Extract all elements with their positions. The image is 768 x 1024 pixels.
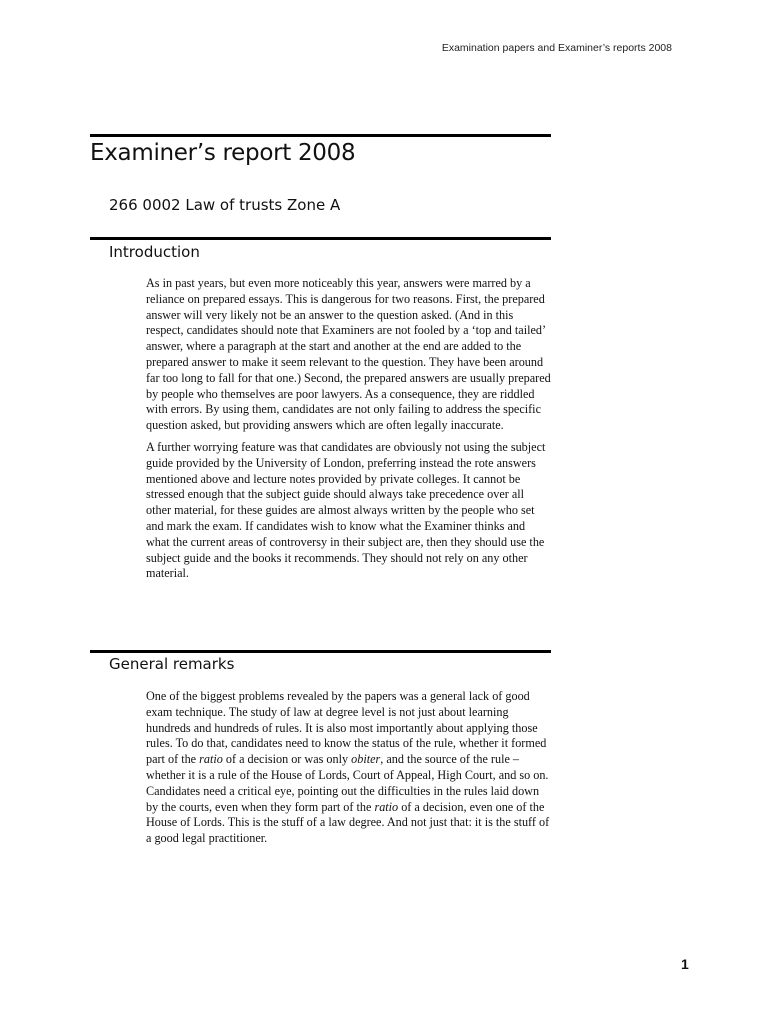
- text-segment: , and the source of the rule – whether it is a rule of the House of Lords, Court of Appeal, High Court, and so on. Candidates need a critical eye, pointing out the difficulties in the rules laid down by the courts, even when they form part of the: [146, 752, 549, 814]
- text-segment: of a decision, even one of the House of Lords. This is the stuff of a law degree. And not just that: it is the stuff of a good legal practitioner.: [146, 799, 550, 846]
- text-segment: One of the biggest problems revealed by the papers was a general lack of good exam technique. The study of law at degree level is not just about learning hundreds and hundreds of rules. It is also most importantly about applying those rules. To do that, candidates need to know the status of the rule, whether it formed part of the: [146, 689, 547, 767]
- obiter-term: obiter: [351, 752, 381, 767]
- introduction-body: [146, 276, 551, 588]
- course-title: 266 0002 Law of trusts Zone A: [109, 196, 341, 214]
- text-segment: of a decision or was only: [222, 752, 352, 767]
- page-title: Examiner’s report 2008: [90, 140, 356, 166]
- introduction-paragraph-1: As in past years, but even more noticeably this year, answers were marred by a reliance on prepared essays. This is dangerous for two reasons. First, the prepared answer will very likely not be an answer to the question asked. (And in this respect, candidates should note that Examiners are not fooled by a ‘top and tailed’ answer, where a paragraph at the start and another at the end are added to the prepared answer to make it seem relevant to the question. They have been around far too long to fall for that one.) Second, the prepared answers are usually prepared by people who themselves are poor lawyers. As a consequence, they are riddled with errors. By using them, candidates are not only failing to address the specific question asked, but providing answers which are often legally inaccurate.: [146, 276, 551, 433]
- general-remarks-heading: General remarks: [109, 655, 235, 673]
- ratio-term: ratio: [199, 752, 223, 767]
- general-remarks-rule: [90, 650, 551, 653]
- ratio-term: ratio: [374, 799, 399, 814]
- introduction-heading: Introduction: [109, 243, 200, 261]
- running-header: Examination papers and Examiner’s reports 2008: [441, 42, 672, 54]
- introduction-rule: [90, 237, 551, 240]
- page-number: 1: [681, 956, 689, 972]
- introduction-paragraph-2: A further worrying feature was that candidates are obviously not using the subject guide provided by the University of London, preferring instead the rote answers mentioned above and lecture notes provided by private colleges. It cannot be stressed enough that the subject guide should always take precedence over all other material, for these guides are almost always written by the people who set and mark the exam. If candidates wish to know what the Examiner thinks and what the current areas of controversy in their subject are, then they should use the subject guide and the books it recommends. They should not rely on any other material.: [146, 439, 546, 581]
- title-rule: [90, 134, 551, 137]
- general-remarks-paragraph-1: [146, 689, 551, 847]
- general-remarks-body: [146, 689, 551, 853]
